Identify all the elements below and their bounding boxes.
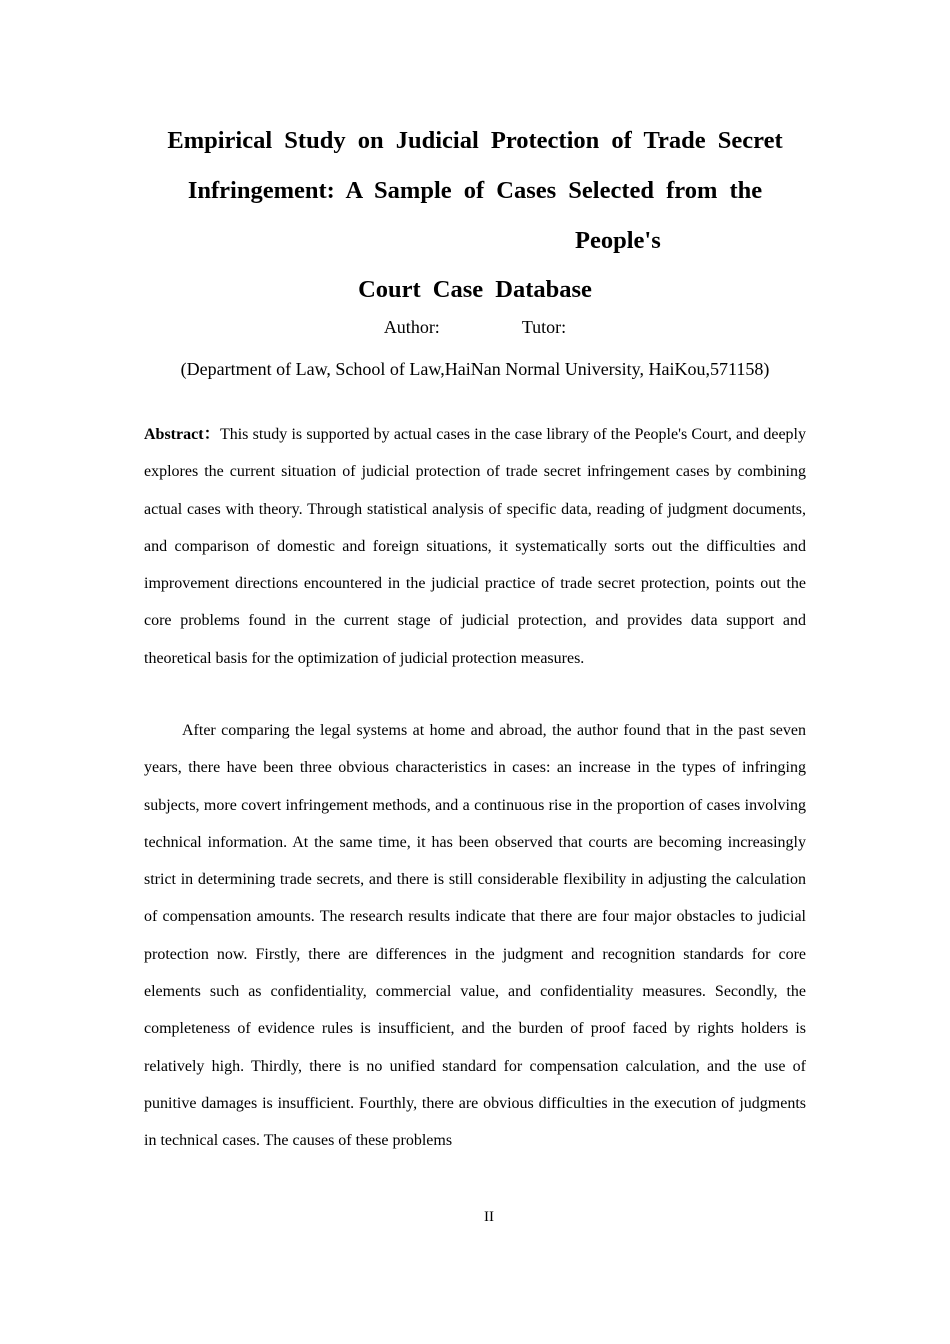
title-line-2: Infringement: A Sample of Cases Selected from the — [187, 177, 763, 204]
author-line — [0, 315, 950, 339]
body-paragraph: After comparing the legal systems at home and abroad, the author found that in the past seven years, there have been three obvious characteristics in cases: an increase in the types of infringing subjects, more covert infringement methods, and a continuous rise in the proportion of cases involving technical information. At the same time, it has been observed that courts are becoming increasingly strict in determining trade secrets, and there is still considerable flexibility in adjusting the calculation of compensation amounts. The research results indicate that there are four major obstacles to judicial protection now. Firstly, there are differences in the judgment and recognition standards for core elements such as confidentiality, commercial value, and confidentiality measures. Secondly, the completeness of evidence rules is insufficient, and the burden of proof faced by rights holders is relatively high. Thirdly, there is no unified standard for compensation calculation, and the use of punitive damages is insufficient. Fourthly, there are obvious difficulties in the execution of judgments in technical cases. The causes of these problems — [144, 722, 806, 1150]
tutor-label: Tutor: — [521, 317, 567, 337]
abstract-label: Abstract： — [144, 426, 220, 443]
abstract-text: This study is supported by actual cases in the case library of the People's Court, and deeply explores the current situation of judicial protection of trade secret infringement cases by combining actual cases with theory. Through statistical analysis of specific data, reading of judgment documents, and comparison of domestic and foreign situations, it systematically sorts out the difficulties and improvement directions encountered in the judicial practice of trade secret protection, points out the core problems found in the current stage of judicial protection, and provides data support and theoretical basis for the optimization of judicial protection measures. — [144, 426, 806, 667]
author-label: Author: — [383, 317, 440, 337]
abstract-paragraph — [144, 416, 806, 677]
title-line-3: People's — [575, 227, 661, 254]
title-line-1: Empirical Study on Judicial Protection of Trade Secret — [167, 127, 783, 154]
page-number: II — [484, 1209, 494, 1225]
title-line-4: Court Case Database — [358, 276, 592, 303]
affiliation: (Department of Law, School of Law,HaiNan Normal University, HaiKou,571158) — [180, 359, 770, 379]
